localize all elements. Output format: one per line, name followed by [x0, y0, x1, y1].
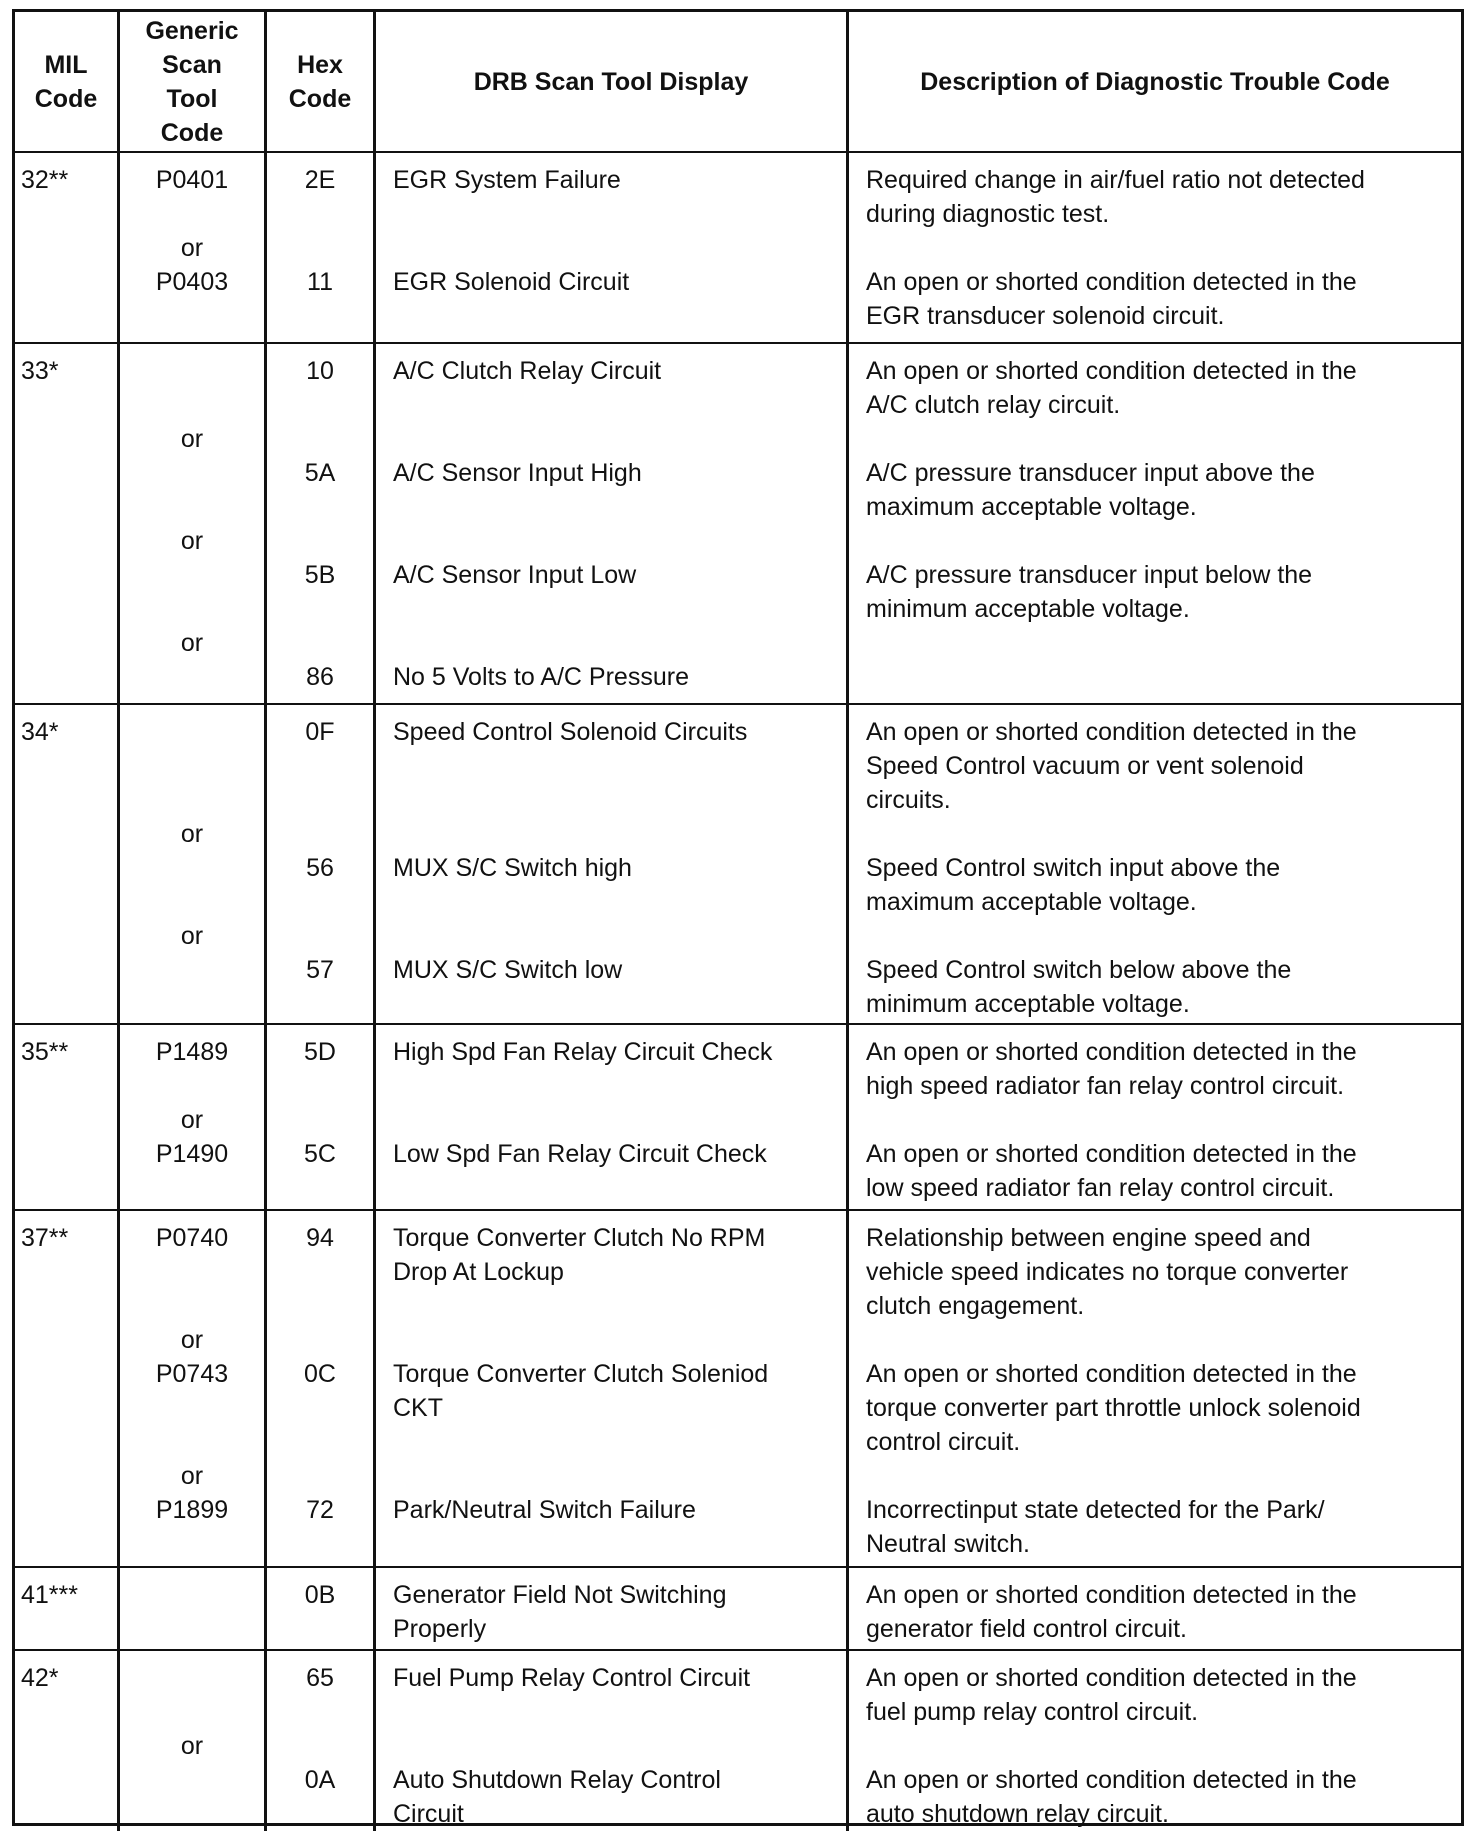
description-text: control circuit. [866, 1428, 1021, 1456]
hex-code [267, 1171, 373, 1205]
or-label: or [180, 820, 204, 848]
drb-display-text [393, 592, 846, 626]
spacer [866, 626, 1461, 660]
table-header-row [15, 12, 1461, 151]
drb-display-text [393, 1425, 846, 1459]
header-text: Description of Diagnostic Trouble Code [920, 67, 1390, 96]
drb-display-text: MUX S/C Switch high [393, 854, 632, 882]
cell-hex-code [264, 153, 373, 342]
cell-drb-display [373, 1568, 846, 1649]
hex-code: 65 [306, 1664, 334, 1692]
drb-display-text [393, 490, 846, 524]
generic-scan-tool-code [120, 885, 264, 919]
drb-display-text: EGR Solenoid Circuit [393, 268, 630, 296]
hex-code: 5D [304, 1038, 336, 1066]
hex-code: 11 [307, 268, 333, 296]
description-text: Speed Control switch input above the [866, 854, 1281, 882]
spacer [21, 1069, 117, 1103]
description-text: maximum acceptable voltage. [866, 493, 1197, 521]
drb-display-text [393, 1695, 846, 1729]
spacer [21, 388, 117, 422]
spacer [267, 524, 373, 558]
spacer [21, 1729, 117, 1763]
generic-scan-tool-code [120, 783, 264, 817]
drb-display-text: MUX S/C Switch low [393, 956, 623, 984]
table-row [15, 1023, 1461, 1209]
spacer [267, 1729, 373, 1763]
spacer [393, 1459, 846, 1493]
drb-display-text: Drop At Lockup [393, 1258, 564, 1286]
or-label: or [180, 629, 204, 657]
hex-code [267, 1612, 373, 1646]
generic-scan-tool-code [120, 354, 264, 388]
description-text: circuits. [866, 786, 951, 814]
hex-code [267, 1797, 373, 1831]
drb-display-text: EGR System Failure [393, 166, 621, 194]
header-mil-code [15, 12, 117, 151]
drb-display-text: No 5 Volts to A/C Pressure [393, 663, 689, 691]
cell-generic-code [117, 153, 264, 342]
spacer [21, 1612, 117, 1646]
description-text: EGR transducer solenoid circuit. [866, 302, 1225, 330]
spacer [21, 783, 117, 817]
hex-code: 0C [304, 1360, 336, 1388]
generic-scan-tool-code [120, 715, 264, 749]
description-text: An open or shorted condition detected in the [866, 268, 1357, 296]
description-text: auto shutdown relay circuit. [866, 1800, 1169, 1828]
generic-scan-tool-code [120, 1578, 264, 1612]
header-drb-display [373, 12, 846, 151]
spacer [866, 422, 1461, 456]
spacer [393, 1323, 846, 1357]
spacer [267, 422, 373, 456]
drb-display-text [393, 1171, 846, 1205]
cell-description [846, 1025, 1461, 1209]
generic-scan-tool-code [120, 660, 264, 694]
spacer [267, 626, 373, 660]
drb-display-text: Low Spd Fan Relay Circuit Check [393, 1140, 767, 1168]
hex-code [267, 1289, 373, 1323]
spacer [21, 1459, 117, 1493]
drb-display-text [393, 388, 846, 422]
description-text: An open or shorted condition detected in the [866, 1766, 1357, 1794]
spacer [21, 851, 117, 885]
header-description [846, 12, 1461, 151]
spacer [21, 953, 117, 987]
cell-hex-code [264, 1568, 373, 1649]
header-text: Code [160, 118, 224, 147]
cell-description [846, 1651, 1461, 1831]
spacer [21, 1171, 117, 1205]
cell-generic-code [117, 1211, 264, 1566]
spacer [21, 626, 117, 660]
generic-scan-tool-code [120, 1171, 264, 1205]
spacer [393, 919, 846, 953]
cell-mil-code [15, 705, 117, 1023]
drb-display-text: Circuit [393, 1800, 464, 1828]
description-text: Required change in air/fuel ratio not detected [866, 166, 1365, 194]
generic-scan-tool-code: P1489 [155, 1038, 229, 1066]
cell-hex-code [264, 1211, 373, 1566]
hex-code [267, 783, 373, 817]
description-text: minimum acceptable voltage. [866, 990, 1190, 1018]
generic-scan-tool-code [120, 987, 264, 1021]
hex-code: 5C [304, 1140, 336, 1168]
spacer [21, 422, 117, 456]
cell-mil-code [15, 344, 117, 703]
drb-display-text: A/C Sensor Input Low [393, 561, 637, 589]
spacer [21, 231, 117, 265]
spacer [866, 817, 1461, 851]
spacer [21, 987, 117, 1021]
spacer [267, 231, 373, 265]
table-row [15, 1209, 1461, 1566]
generic-scan-tool-code [120, 1289, 264, 1323]
description-text: Incorrectinput state detected for the Park/ [866, 1496, 1325, 1524]
generic-scan-tool-code [120, 197, 264, 231]
header-text: Code [34, 84, 98, 113]
or-label: or [180, 1732, 204, 1760]
description-text: low speed radiator fan relay control circuit. [866, 1174, 1335, 1202]
spacer [393, 1729, 846, 1763]
cell-description [846, 705, 1461, 1023]
cell-hex-code [264, 705, 373, 1023]
spacer [866, 1459, 1461, 1493]
header-text: Generic [145, 16, 239, 45]
generic-scan-tool-code [120, 558, 264, 592]
drb-display-text: High Spd Fan Relay Circuit Check [393, 1038, 773, 1066]
drb-display-text [393, 749, 846, 783]
spacer [866, 1729, 1461, 1763]
description-text: A/C pressure transducer input above the [866, 459, 1315, 487]
hex-code: 10 [306, 357, 334, 385]
hex-code [267, 749, 373, 783]
drb-display-text: Torque Converter Clutch No RPM [393, 1224, 766, 1252]
generic-scan-tool-code [120, 1425, 264, 1459]
generic-scan-tool-code: P1490 [155, 1140, 229, 1168]
mil-code: 42* [21, 1664, 59, 1692]
spacer [267, 1323, 373, 1357]
hex-code [267, 592, 373, 626]
spacer [21, 1527, 117, 1561]
description-text: Relationship between engine speed and [866, 1224, 1311, 1252]
description-text: An open or shorted condition detected in the [866, 1581, 1357, 1609]
spacer [21, 919, 117, 953]
cell-drb-display [373, 344, 846, 703]
hex-code [267, 1255, 373, 1289]
spacer [393, 817, 846, 851]
hex-code [267, 1695, 373, 1729]
spacer [21, 265, 117, 299]
spacer [393, 1103, 846, 1137]
description-text: clutch engagement. [866, 1292, 1085, 1320]
spacer [21, 1695, 117, 1729]
mil-code: 34* [21, 718, 59, 746]
cell-mil-code [15, 1568, 117, 1649]
table-row [15, 342, 1461, 703]
drb-display-text [393, 1527, 846, 1561]
generic-scan-tool-code [120, 1612, 264, 1646]
mil-code: 35** [21, 1038, 69, 1066]
spacer [21, 1103, 117, 1137]
table-row [15, 1649, 1461, 1828]
hex-code: 56 [306, 854, 334, 882]
generic-scan-tool-code [120, 592, 264, 626]
or-label: or [180, 527, 204, 555]
mil-code: 33* [21, 357, 59, 385]
description-text: An open or shorted condition detected in the [866, 1140, 1357, 1168]
mil-code: 37** [21, 1224, 69, 1252]
spacer [21, 1255, 117, 1289]
hex-code: 0B [304, 1581, 336, 1609]
description-text: fuel pump relay control circuit. [866, 1698, 1199, 1726]
description-text: Speed Control switch below above the [866, 956, 1292, 984]
generic-scan-tool-code: P0401 [155, 166, 229, 194]
hex-code [267, 490, 373, 524]
spacer [21, 456, 117, 490]
spacer [866, 231, 1461, 265]
spacer [866, 1323, 1461, 1357]
spacer [21, 749, 117, 783]
generic-scan-tool-code [120, 851, 264, 885]
hex-code [267, 885, 373, 919]
description-text: maximum acceptable voltage. [866, 888, 1197, 916]
description-text: high speed radiator fan relay control circuit. [866, 1072, 1345, 1100]
generic-scan-tool-code [120, 1527, 264, 1561]
spacer [866, 919, 1461, 953]
drb-display-text: Properly [393, 1615, 487, 1643]
spacer [393, 231, 846, 265]
spacer [21, 592, 117, 626]
or-label: or [180, 1462, 204, 1490]
hex-code [267, 1527, 373, 1561]
generic-scan-tool-code [120, 749, 264, 783]
cell-generic-code [117, 344, 264, 703]
spacer [21, 558, 117, 592]
or-label: or [180, 922, 204, 950]
cell-generic-code [117, 705, 264, 1023]
spacer [21, 1289, 117, 1323]
hex-code [267, 987, 373, 1021]
spacer [21, 1797, 117, 1831]
spacer [21, 1425, 117, 1459]
header-text: DRB Scan Tool Display [473, 67, 749, 96]
description-text: during diagnostic test. [866, 200, 1110, 228]
header-text: MIL [44, 50, 88, 79]
description-text: An open or shorted condition detected in the [866, 1360, 1357, 1388]
hex-code: 72 [306, 1496, 334, 1524]
generic-scan-tool-code [120, 388, 264, 422]
generic-scan-tool-code: P0743 [155, 1360, 229, 1388]
description-text: torque converter part throttle unlock solenoid [866, 1394, 1361, 1422]
generic-scan-tool-code [120, 1763, 264, 1797]
spacer [267, 1459, 373, 1493]
description-text: Speed Control vacuum or vent solenoid [866, 752, 1304, 780]
hex-code: 57 [306, 956, 334, 984]
description-text: generator field control circuit. [866, 1615, 1187, 1643]
cell-description [846, 1211, 1461, 1566]
hex-code: 5A [304, 459, 336, 487]
header-text: Tool [166, 84, 218, 113]
description-text: An open or shorted condition detected in the [866, 357, 1357, 385]
drb-display-text [393, 885, 846, 919]
cell-mil-code [15, 1651, 117, 1831]
spacer [21, 1493, 117, 1527]
drb-display-text: Auto Shutdown Relay Control [393, 1766, 721, 1794]
spacer [21, 197, 117, 231]
spacer [21, 1763, 117, 1797]
header-text: Hex [297, 50, 343, 79]
mil-code: 32** [21, 166, 69, 194]
spacer [866, 524, 1461, 558]
cell-hex-code [264, 1025, 373, 1209]
or-label: or [180, 425, 204, 453]
spacer [267, 919, 373, 953]
header-hex-code [264, 12, 373, 151]
spacer [866, 1103, 1461, 1137]
description-text [866, 660, 1461, 694]
cell-mil-code [15, 153, 117, 342]
cell-description [846, 153, 1461, 342]
spacer [21, 1323, 117, 1357]
drb-display-text [393, 299, 846, 333]
hex-code: 94 [306, 1224, 334, 1252]
cell-drb-display [373, 1025, 846, 1209]
description-text: A/C clutch relay circuit. [866, 391, 1121, 419]
hex-code [267, 388, 373, 422]
drb-display-text [393, 197, 846, 231]
or-label: or [180, 1106, 204, 1134]
hex-code [267, 197, 373, 231]
generic-scan-tool-code [120, 299, 264, 333]
spacer [21, 1357, 117, 1391]
hex-code [267, 1069, 373, 1103]
spacer [267, 1103, 373, 1137]
cell-drb-display [373, 153, 846, 342]
drb-display-text [393, 1069, 846, 1103]
spacer [21, 490, 117, 524]
hex-code: 0F [305, 718, 335, 746]
hex-code: 2E [304, 166, 336, 194]
cell-generic-code [117, 1568, 264, 1649]
generic-scan-tool-code [120, 1255, 264, 1289]
generic-scan-tool-code [120, 490, 264, 524]
spacer [393, 422, 846, 456]
table-row [15, 1566, 1461, 1649]
cell-description [846, 344, 1461, 703]
cell-drb-display [373, 1211, 846, 1566]
spacer [21, 1391, 117, 1425]
generic-scan-tool-code [120, 953, 264, 987]
generic-scan-tool-code [120, 1069, 264, 1103]
drb-display-text: A/C Clutch Relay Circuit [393, 357, 662, 385]
spacer [21, 299, 117, 333]
cell-hex-code [264, 344, 373, 703]
cell-mil-code [15, 1211, 117, 1566]
hex-code: 0A [304, 1766, 336, 1794]
hex-code: 5B [304, 561, 336, 589]
header-text: Scan [162, 50, 222, 79]
spacer [267, 817, 373, 851]
spacer [21, 885, 117, 919]
spacer [393, 524, 846, 558]
cell-drb-display [373, 1651, 846, 1831]
description-text: An open or shorted condition detected in the [866, 1664, 1357, 1692]
drb-display-text: Fuel Pump Relay Control Circuit [393, 1664, 751, 1692]
mil-code: 41*** [21, 1581, 78, 1609]
generic-scan-tool-code: P1899 [155, 1496, 229, 1524]
spacer [21, 1137, 117, 1171]
spacer [21, 817, 117, 851]
description-text: Neutral switch. [866, 1530, 1030, 1558]
generic-scan-tool-code: P0740 [155, 1224, 229, 1252]
table-row [15, 703, 1461, 1023]
cell-generic-code [117, 1025, 264, 1209]
hex-code: 86 [306, 663, 334, 691]
generic-scan-tool-code: P0403 [155, 268, 229, 296]
cell-hex-code [264, 1651, 373, 1831]
generic-scan-tool-code [120, 1797, 264, 1831]
description-text: An open or shorted condition detected in the [866, 718, 1357, 746]
drb-display-text: Torque Converter Clutch Soleniod [393, 1360, 769, 1388]
generic-scan-tool-code [120, 1661, 264, 1695]
generic-scan-tool-code [120, 1391, 264, 1425]
cell-description [846, 1568, 1461, 1649]
cell-drb-display [373, 705, 846, 1023]
drb-display-text: Generator Field Not Switching [393, 1581, 727, 1609]
hex-code [267, 1391, 373, 1425]
description-text: An open or shorted condition detected in the [866, 1038, 1357, 1066]
drb-display-text [393, 987, 846, 1021]
cell-mil-code [15, 1025, 117, 1209]
drb-display-text: Speed Control Solenoid Circuits [393, 718, 748, 746]
drb-display-text: Park/Neutral Switch Failure [393, 1496, 696, 1524]
header-generic-code [117, 12, 264, 151]
description-text: minimum acceptable voltage. [866, 595, 1190, 623]
diagnostic-trouble-code-table [12, 9, 1464, 1826]
description-text: vehicle speed indicates no torque converter [866, 1258, 1349, 1286]
drb-display-text: CKT [393, 1394, 443, 1422]
spacer [21, 660, 117, 694]
header-text: Code [288, 84, 352, 113]
cell-generic-code [117, 1651, 264, 1831]
hex-code [267, 1425, 373, 1459]
drb-display-text [393, 1289, 846, 1323]
table-row [15, 151, 1461, 342]
drb-display-text [393, 783, 846, 817]
or-label: or [180, 1326, 204, 1354]
spacer [21, 524, 117, 558]
description-text: A/C pressure transducer input below the [866, 561, 1313, 589]
or-label: or [180, 234, 204, 262]
drb-display-text: A/C Sensor Input High [393, 459, 642, 487]
generic-scan-tool-code [120, 1695, 264, 1729]
hex-code [267, 299, 373, 333]
generic-scan-tool-code [120, 456, 264, 490]
spacer [393, 626, 846, 660]
